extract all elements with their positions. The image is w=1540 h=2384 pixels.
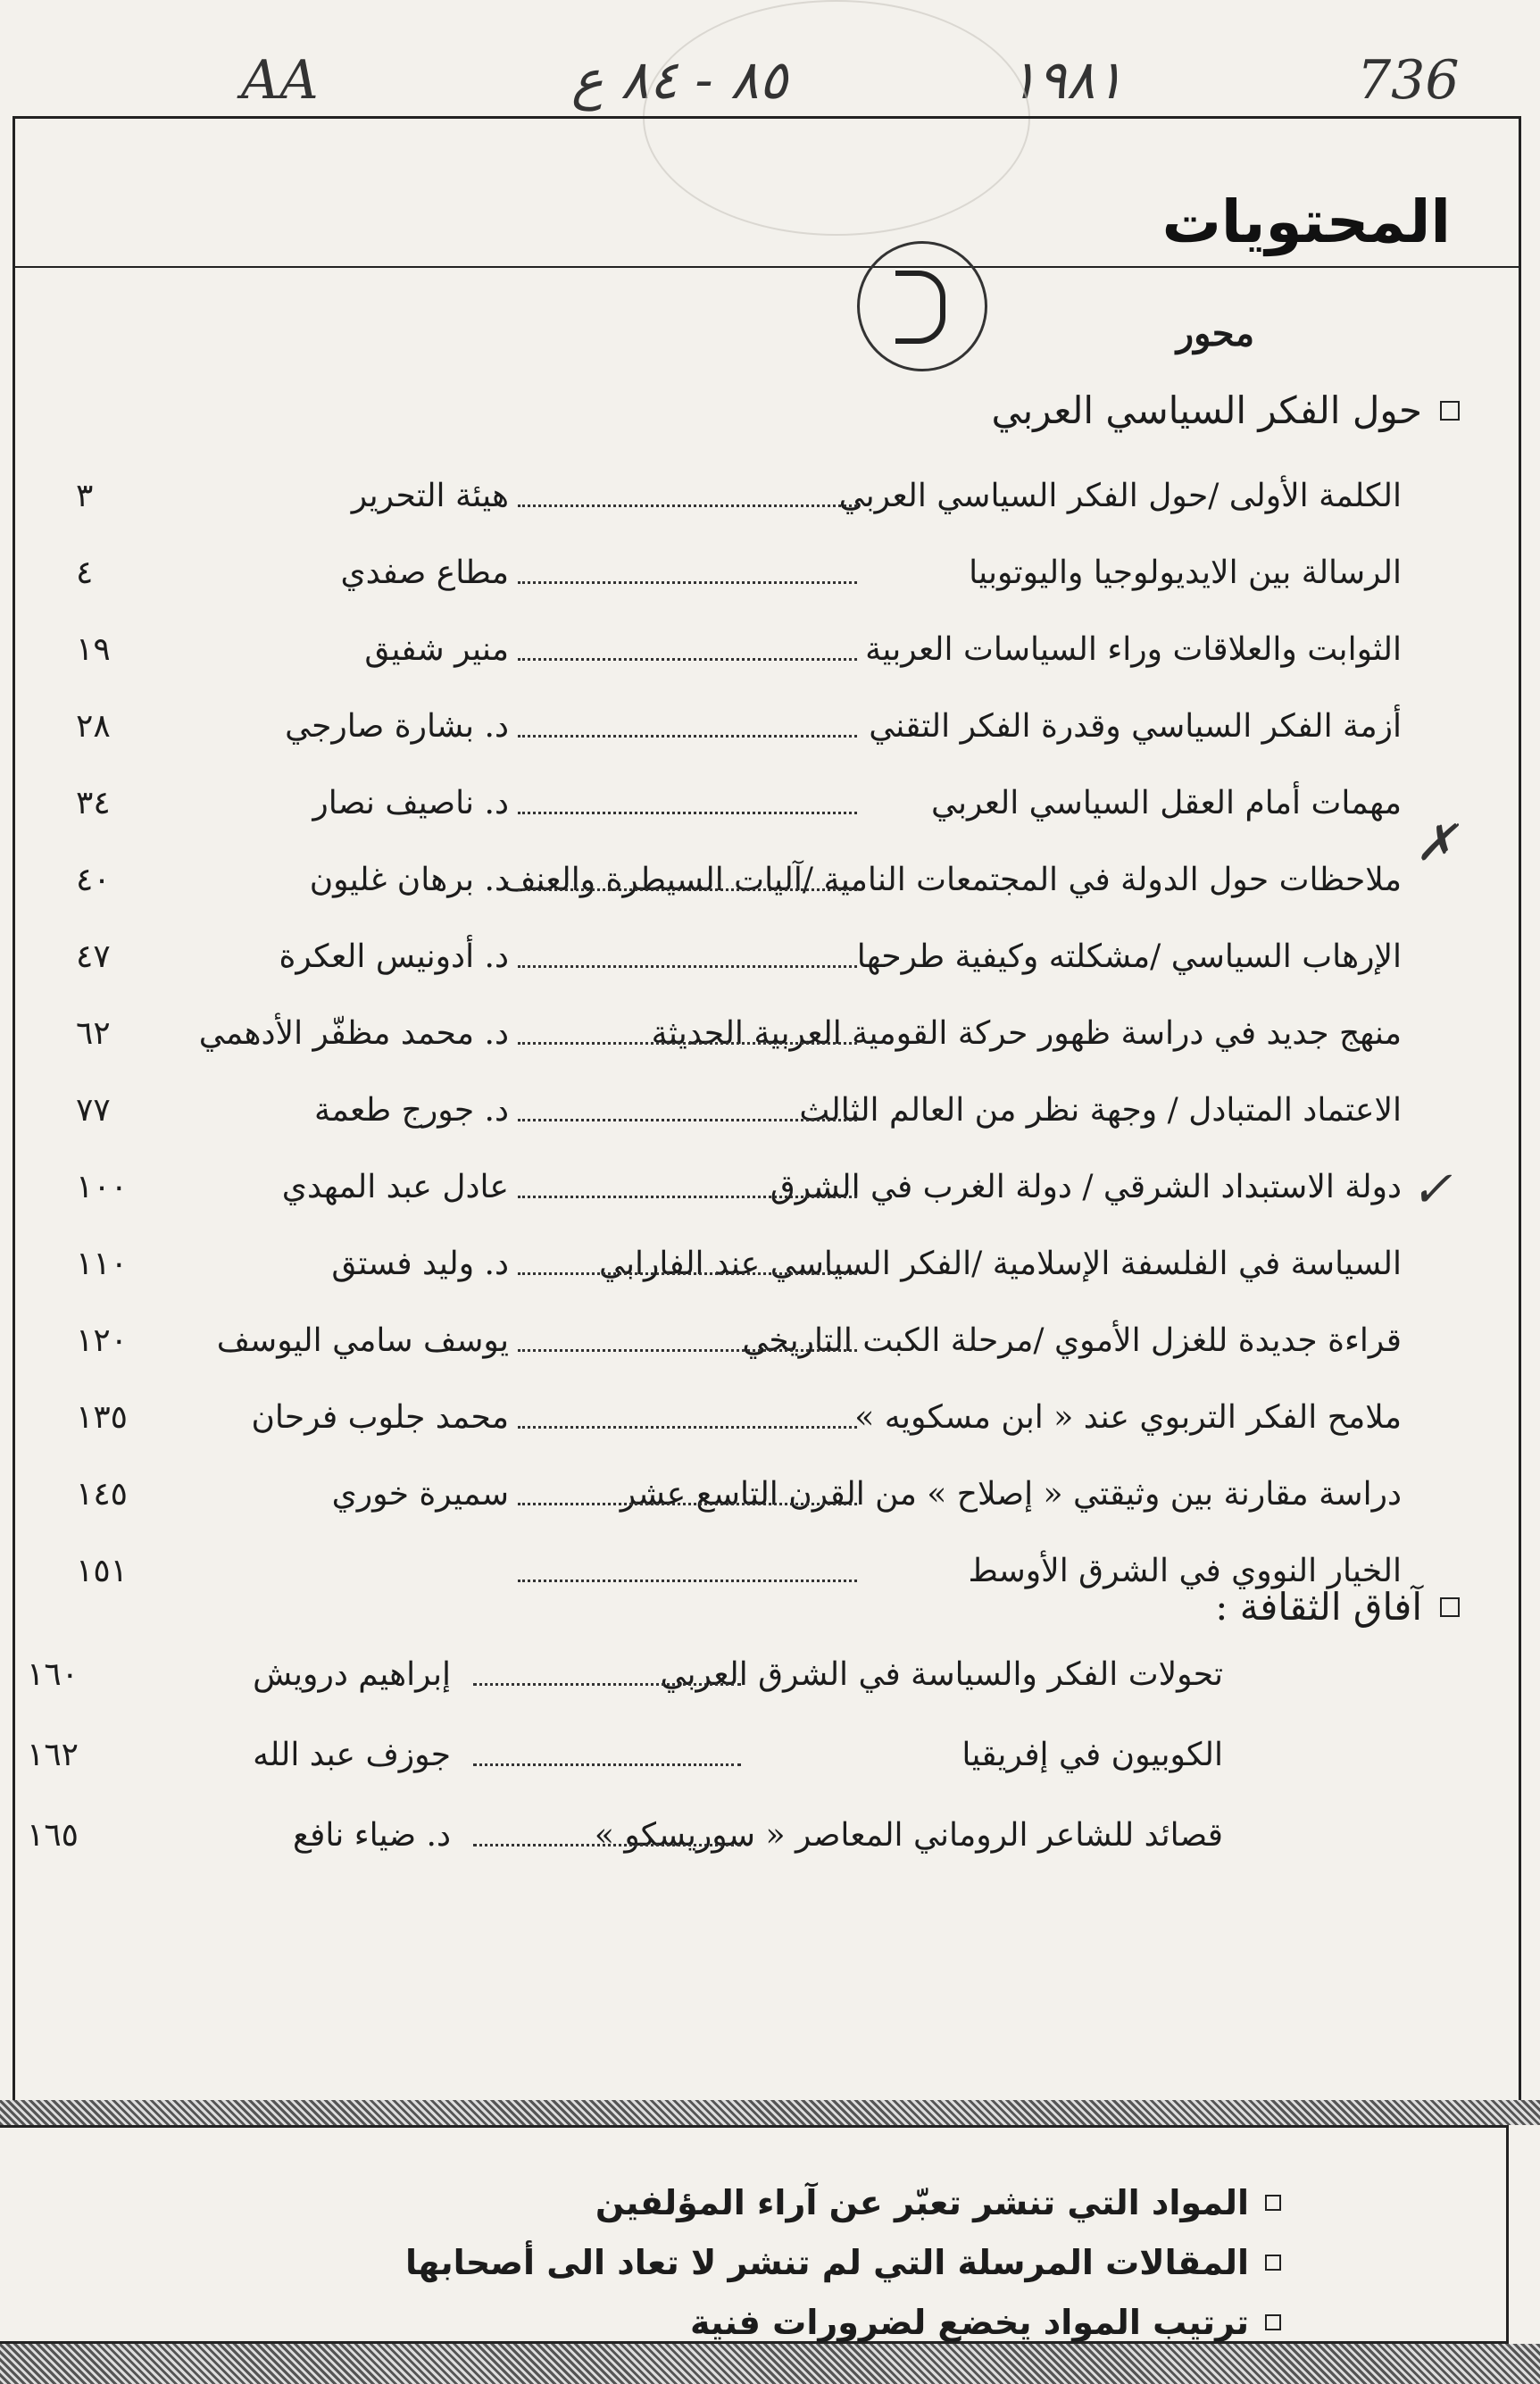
entry-title: قصائد للشاعر الروماني المعاصر « سوريسكو » xyxy=(594,1817,1223,1854)
entry-title: مهمات أمام العقل السياسي العربي xyxy=(931,785,1402,821)
toc-entry xyxy=(0,631,1540,694)
toc-entry xyxy=(0,1476,1540,1538)
leader-dots xyxy=(518,504,857,507)
handwritten-check-mark: ✗ xyxy=(1415,814,1457,872)
square-bullet-icon xyxy=(1440,401,1460,421)
section-title: آفاق الثقافة : xyxy=(1215,1585,1422,1629)
leader-dots xyxy=(518,965,857,968)
handwritten-year: ١٩٨١ xyxy=(1009,49,1124,112)
entry-page-number: ١٤٥ xyxy=(76,1476,129,1513)
toc-entry xyxy=(0,785,1540,847)
toc-entry xyxy=(0,862,1540,924)
entry-page-number: ١٣٥ xyxy=(76,1399,129,1436)
entry-title: ملامح الفكر التربوي عند « ابن مسكويه » xyxy=(854,1399,1402,1436)
leader-dots xyxy=(518,1349,857,1352)
notice-text: ترتيب المواد يخضع لضرورات فنية xyxy=(689,2303,1249,2342)
toc-entry xyxy=(0,1737,1540,1799)
entry-page-number: ٦٢ xyxy=(76,1015,111,1052)
entry-page-number: ٧٧ xyxy=(76,1092,111,1129)
toc-entry xyxy=(0,708,1540,771)
entry-page-number: ١٦٠ xyxy=(27,1656,79,1693)
entry-title: الرسالة بين الايديولوجيا واليوتوبيا xyxy=(969,554,1402,591)
section-heading-culture-horizons xyxy=(1215,1585,1460,1629)
entry-author: د. جورج طعمة xyxy=(314,1092,509,1129)
toc-entry xyxy=(0,1015,1540,1078)
square-bullet-icon xyxy=(1440,1597,1460,1617)
entry-title: قراءة جديدة للغزل الأموي /مرحلة الكبت التاريخي xyxy=(742,1322,1402,1359)
entry-title: السياسة في الفلسفة الإسلامية /الفكر السياسي عند الفارابي xyxy=(599,1246,1402,1282)
entry-title: الإرهاب السياسي /مشكلته وكيفية طرحها xyxy=(856,938,1402,975)
toc-entry xyxy=(0,554,1540,617)
entry-page-number: ١١٠ xyxy=(76,1246,129,1282)
entry-author: د. بشارة صارجي xyxy=(285,708,509,745)
entry-author: د. محمد مظفّر الأدهمي xyxy=(198,1015,509,1052)
notice-item xyxy=(405,2243,1281,2282)
entry-author: يوسف سامي اليوسف xyxy=(216,1322,509,1359)
leader-dots xyxy=(518,1426,857,1429)
circular-stamp xyxy=(857,241,987,371)
entry-author: د. وليد فستق xyxy=(331,1246,509,1282)
toc-entry xyxy=(0,1169,1540,1231)
entry-author: د. برهان غليون xyxy=(309,862,509,898)
leader-dots xyxy=(518,1196,857,1198)
hatched-border xyxy=(0,2100,1540,2125)
toc-entry xyxy=(0,478,1540,540)
entry-title: منهج جديد في دراسة ظهور حركة القومية العربية الحديثة xyxy=(651,1015,1402,1052)
entry-page-number: ١٢٠ xyxy=(76,1322,129,1359)
entry-author: جوزف عبد الله xyxy=(253,1737,451,1773)
entry-title: الكوبيون في إفريقيا xyxy=(961,1737,1223,1773)
toc-entry xyxy=(0,1092,1540,1154)
entry-page-number: ٣٤ xyxy=(76,785,111,821)
leader-dots xyxy=(518,735,857,738)
entry-author: منير شفيق xyxy=(364,631,509,668)
entry-title: الثوابت والعلاقات وراء السياسات العربية xyxy=(865,631,1402,668)
entry-page-number: ٤ xyxy=(76,554,94,591)
entry-author: مطاع صفدي xyxy=(340,554,509,591)
entry-page-number: ١٦٢ xyxy=(27,1737,79,1773)
section-title: حول الفكر السياسي العربي xyxy=(991,388,1422,432)
hatched-border xyxy=(0,2344,1540,2384)
square-bullet-icon xyxy=(1265,2255,1281,2271)
leader-dots xyxy=(518,1503,857,1505)
toc-entry xyxy=(0,1656,1540,1719)
page-title: المحتويات xyxy=(1161,188,1451,256)
leader-dots xyxy=(518,581,857,584)
handwritten-check-mark: ✓ xyxy=(1411,1161,1453,1219)
leader-dots xyxy=(518,888,857,891)
entry-title: دولة الاستبداد الشرقي / دولة الغرب في الشرق xyxy=(770,1169,1402,1205)
entry-page-number: ١٥١ xyxy=(76,1553,129,1589)
toc-entry xyxy=(0,1246,1540,1308)
notice-item xyxy=(690,2303,1281,2342)
entry-title: دراسة مقارنة بين وثيقتي « إصلاح » من القرن التاسع عشر xyxy=(620,1476,1402,1513)
entry-page-number: ٤٠ xyxy=(76,862,111,898)
entry-page-number: ١٦٥ xyxy=(27,1817,79,1854)
leader-dots xyxy=(473,1683,741,1686)
notice-item xyxy=(595,2183,1281,2222)
entry-title: ملاحظات حول الدولة في المجتمعات النامية /آليات السيطرة والعنف xyxy=(503,862,1402,898)
entry-title: أزمة الفكر السياسي وقدرة الفكر التقني xyxy=(869,708,1402,745)
entry-author: عادل عبد المهدي xyxy=(281,1169,509,1205)
leader-dots xyxy=(518,812,857,814)
toc-entry xyxy=(0,1322,1540,1385)
leader-dots xyxy=(518,1272,857,1275)
handwritten-code: AA xyxy=(241,49,319,112)
section-heading-political-thought xyxy=(991,388,1460,432)
leader-dots xyxy=(518,658,857,661)
entry-author: إبراهيم درويش xyxy=(253,1656,451,1693)
leader-dots xyxy=(518,1042,857,1045)
entry-author: سميرة خوري xyxy=(331,1476,509,1513)
title-rule xyxy=(12,266,1521,268)
entry-author: هيئة التحرير xyxy=(351,478,509,514)
handwritten-issue: ٨٥ - ٨٤ ع xyxy=(571,49,788,112)
leader-dots xyxy=(518,1119,857,1121)
toc-entry xyxy=(0,1399,1540,1462)
leader-dots xyxy=(518,1580,857,1582)
notice-text: المواد التي تنشر تعبّر عن آراء المؤلفين xyxy=(595,2183,1249,2222)
entry-author: د. ضياء نافع xyxy=(292,1817,451,1854)
entry-page-number: ٣ xyxy=(76,478,94,514)
square-bullet-icon xyxy=(1265,2195,1281,2211)
leader-dots xyxy=(473,1844,741,1846)
toc-entry xyxy=(0,938,1540,1001)
entry-page-number: ٤٧ xyxy=(76,938,111,975)
handwritten-number: 736 xyxy=(1357,49,1460,112)
entry-title: الاعتماد المتبادل / وجهة نظر من العالم الثالث xyxy=(799,1092,1402,1129)
entry-page-number: ١٠٠ xyxy=(76,1169,129,1205)
notice-text: المقالات المرسلة التي لم تنشر لا تعاد الى أصحابها xyxy=(405,2243,1249,2282)
leader-dots xyxy=(473,1763,741,1766)
axis-label: محور xyxy=(1176,313,1254,354)
entry-title: الخيار النووي في الشرق الأوسط xyxy=(968,1553,1402,1589)
entry-title: الكلمة الأولى /حول الفكر السياسي العربي xyxy=(838,478,1402,514)
entry-author: د. ناصيف نصار xyxy=(312,785,509,821)
square-bullet-icon xyxy=(1265,2314,1281,2330)
entry-author: محمد جلوب فرحان xyxy=(251,1399,509,1436)
entry-page-number: ١٩ xyxy=(76,631,111,668)
entry-page-number: ٢٨ xyxy=(76,708,111,745)
toc-entry xyxy=(0,1817,1540,1880)
entry-author: د. أدونيس العكرة xyxy=(279,938,509,975)
entry-title: تحولات الفكر والسياسة في الشرق العربي xyxy=(660,1656,1223,1693)
